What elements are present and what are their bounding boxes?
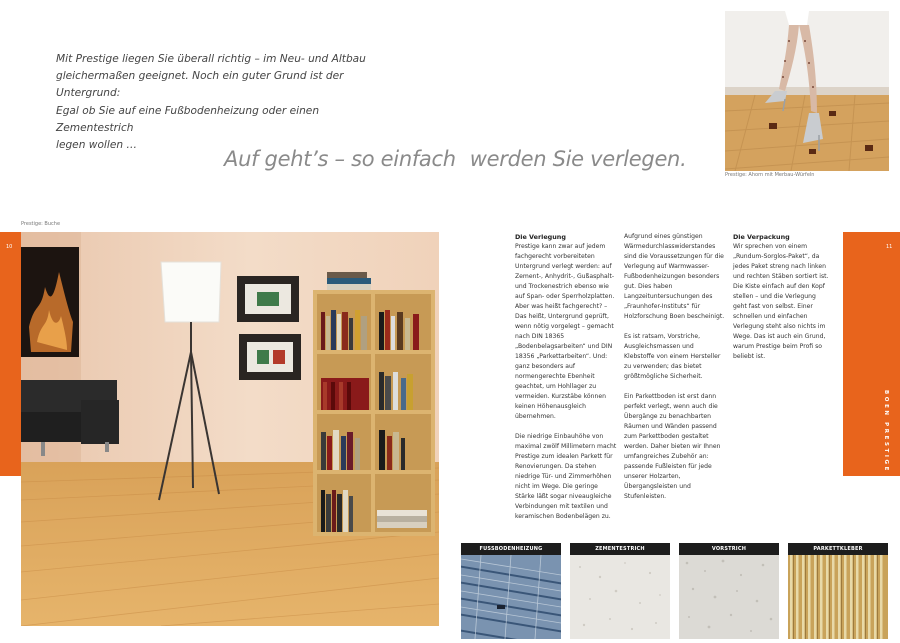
photo-living-room xyxy=(21,232,439,626)
photo-legs-illustration xyxy=(725,11,889,171)
intro-text xyxy=(56,51,386,154)
sample-label-3: VORSTRICH xyxy=(679,543,779,555)
column2-paragraph-3: Ein Parkettboden ist erst dann perfekt verlegt, wenn auch die Übergänge zu benachbarten Räumen und Wänden passend zum Parkettboden gestaltet werden. Daher bieten wir Ihnen umfangreiches Zubehör an: passende Fußleisten für jede unserer Holzarten, Übergangsleisten und Stufenleisten. xyxy=(624,393,721,500)
column3-paragraph-1: Wir sprechen von einem „Rundum-Sorglos-Paket“, da jedes Paket streng nach linken und rechten Stäben sortiert ist. Die Kiste einfach auf den Kopf stellen – und die Verlegung geht fast von selbst. Einer schnellen und einfachen Verlegung steht also nichts im Wege. Das ist auch ein Grund, warum Prestige beim Profi so beliebt ist. xyxy=(733,243,829,360)
sample-label-4: PARKETTKLEBER xyxy=(788,543,888,555)
intro-line-2: gleichermaßen geeignet. Noch ein guter Grund ist der Untergrund: xyxy=(56,70,344,100)
room-illustration xyxy=(21,232,439,626)
text-column-1 xyxy=(515,232,617,532)
caption-top-photo: Prestige: Ahorn mit Merbau-Würfeln xyxy=(725,172,815,178)
sample-label-1: FUSSBODENHEIZUNG xyxy=(461,543,561,555)
sample-zementestrich xyxy=(570,543,670,643)
sample-parkettkleber xyxy=(788,543,888,643)
headline-part-2: werden Sie verlegen. xyxy=(469,147,687,171)
page-number-left: 10 xyxy=(6,244,13,250)
photo-legs-parquet xyxy=(725,11,889,171)
sidebar-brand-label: BOEN PRESTIGE xyxy=(883,390,889,473)
sample-fussbodenheizung xyxy=(461,543,561,643)
caption-main-photo: Prestige: Buche xyxy=(21,221,61,227)
column2-paragraph-1: Aufgrund eines günstigen Wärmedurchlasswiderstandes sind die Voraussetzungen für die Verlegung auf Warmwasser-Fußbodenheizungen besonders gut. Dies haben Langzeituntersuchungen des „Fraunhofer-Instituts“ für Holzforschung Boen bescheinigt. xyxy=(624,233,725,320)
column1-paragraph-2: Die niedrige Einbauhöhe von maximal zwölf Millimetern macht Prestige zum idealen Parkett für Renovierungen. Da stehen niedrige Tür- und Zimmerhöhen nicht im Wege. Die geringe Stärke läßt sogar niveaugleiche Verbindungen mit textilen und keramischen Bodenbelägen zu. xyxy=(515,433,617,520)
text-column-2 xyxy=(624,232,726,512)
heading-verlegung: Die Verlegung xyxy=(515,233,566,241)
page-number-right: 11 xyxy=(886,244,893,250)
page-tab-right xyxy=(843,232,900,476)
sample-image-cement xyxy=(570,555,670,639)
page-tab-left xyxy=(0,232,21,476)
column1-paragraph-1: Prestige kann zwar auf jedem fachgerecht vorbereiteten Untergrund verlegt werden: auf Zement-, Anhydrit-, Gußasphalt- und Trockenestrich ebenso wie auf Span- oder Sperrholzplatten. Aber was heißt fachgerecht? – Das heißt, Untergrund geprüft, wenn nötig vorgelegt – gemacht nach DIN 18365 „Bodenbelagsarbeiten“ und DIN 18356 „Parkettarbeiten“. Und: ganz besonders auf normengerechte Ebenheit geachtet, um Hohllager zu vermeiden. Kurzstäbe können keinen Höhenausgleich übernehmen. xyxy=(515,243,615,420)
sample-image-primer xyxy=(679,555,779,639)
column2-paragraph-2: Es ist ratsam, Vorstriche, Ausgleichsmassen und Klebstoffe von einem Hersteller zu verwenden; das bietet größtmögliche Sicherheit. xyxy=(624,333,721,380)
intro-line-1: Mit Prestige liegen Sie überall richtig – im Neu- und Altbau xyxy=(56,53,366,65)
intro-line-3: Egal ob Sie auf eine Fußbodenheizung oder einen Zementestrich xyxy=(56,104,320,134)
sample-image-adhesive xyxy=(788,555,888,639)
headline xyxy=(224,147,686,171)
text-column-3 xyxy=(733,232,831,372)
sample-vorstrich xyxy=(679,543,779,643)
headline-part-1: Auf geht’s – so einfach xyxy=(224,147,456,171)
sample-label-2: ZEMENTESTRICH xyxy=(570,543,670,555)
heading-verpackung: Die Verpackung xyxy=(733,233,790,241)
intro-line-4: legen wollen … xyxy=(56,139,138,152)
sample-image-heating xyxy=(461,555,561,639)
